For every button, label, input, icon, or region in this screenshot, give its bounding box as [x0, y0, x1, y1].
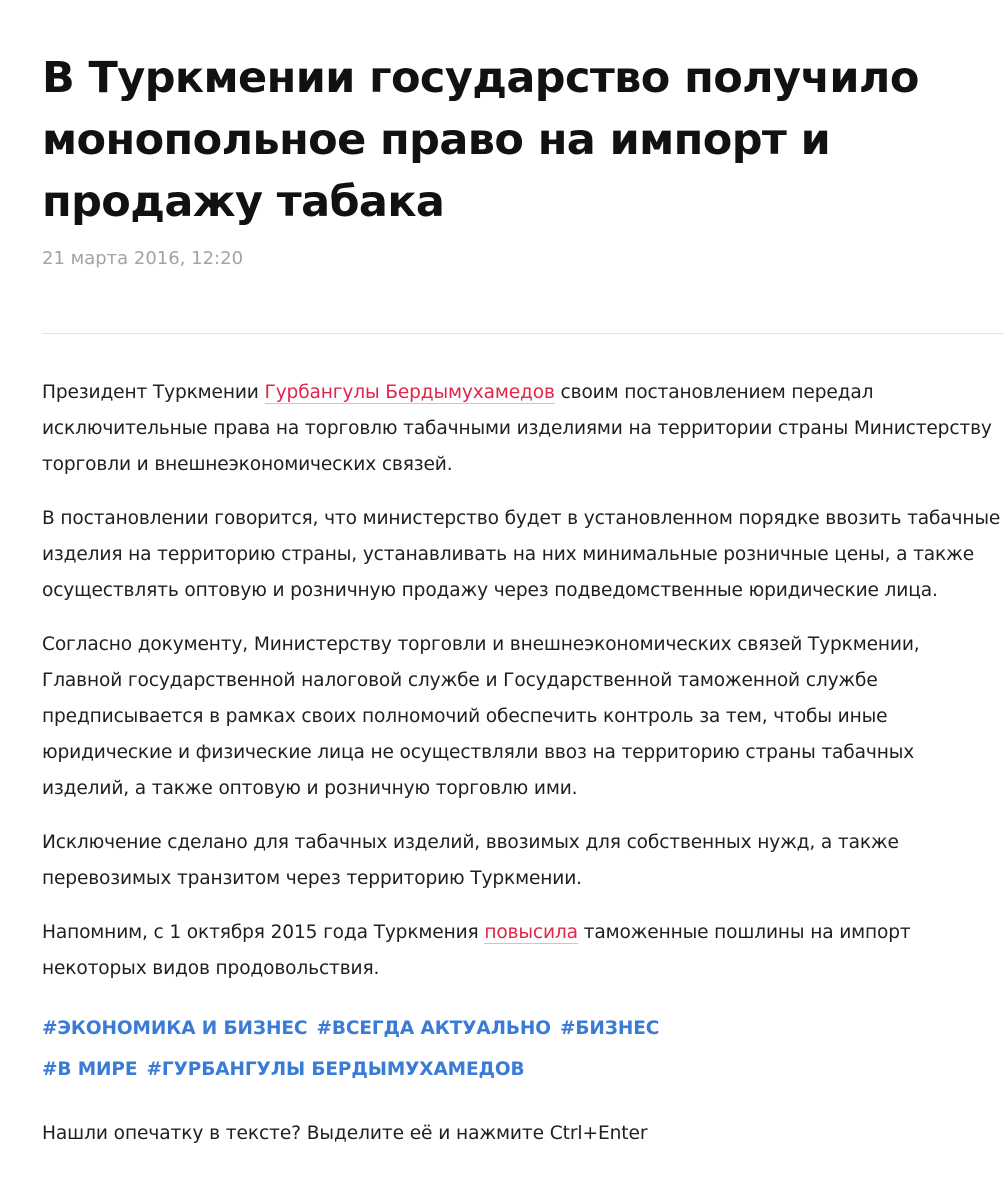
paragraph-5: [42, 915, 1004, 987]
paragraph-3: Согласно документу, Министерству торговли и внешнеэкономических связей Туркмении, Главной государственной налоговой службе и Государственной таможенной службе предписывается в рамках своих полномочий обеспечить контроль за тем, чтобы иные юридические и физические лица не осуществляли ввоз на территорию страны табачных изделий, а также оптовую и розничную торговлю ими.: [42, 634, 920, 799]
divider: [42, 333, 1004, 334]
paragraph-2: В постановлении говорится, что министерство будет в установленном порядке ввозить табачные изделия на территорию страны, устанавливать на них минимальные розничные цены, а также осуществлять оптовую и розничную продажу через подведомственные юридические лица.: [42, 508, 1001, 601]
paragraph-text: своим постановлением передал исключительные права на торговлю табачными изделиями на территории страны Министерству торговли и внешнеэкономических связей.: [42, 382, 992, 475]
tag-business[interactable]: #БИЗНЕС: [560, 1018, 660, 1039]
tag-berdymukhamedov[interactable]: #ГУРБАНГУЛЫ БЕРДЫМУХАМЕДОВ: [146, 1059, 525, 1080]
article: [42, 0, 1004, 1152]
tag-world[interactable]: #В МИРЕ: [42, 1059, 138, 1080]
article-date: 21 марта 2016, 12:20: [42, 248, 244, 269]
article-body: [42, 375, 1004, 987]
paragraph-text: Напомним, с 1 октября 2015 года Туркмения: [42, 922, 485, 943]
article-title: В Туркмении государство получило монопольное право на импорт и продажу табака: [42, 53, 919, 227]
paragraph-text: таможенные пошлины на импорт некоторых видов продовольствия.: [42, 922, 911, 979]
paragraph-text: Президент Туркмении: [42, 382, 265, 403]
paragraph-4: Исключение сделано для табачных изделий, ввозимых для собственных нужд, а также перевозимых транзитом через территорию Туркмении.: [42, 832, 899, 889]
tag-list: [42, 1008, 762, 1090]
related-article-link[interactable]: повысила: [484, 922, 578, 943]
tag-always-relevant[interactable]: #ВСЕГДА АКТУАЛЬНО: [316, 1018, 551, 1039]
tag-economy-business[interactable]: #ЭКОНОМИКА И БИЗНЕС: [42, 1018, 308, 1039]
typo-report-note: Нашли опечатку в тексте? Выделите её и нажмите Ctrl+Enter: [42, 1123, 648, 1144]
paragraph-1: [42, 375, 1004, 483]
person-link-berdymukhamedov[interactable]: Гурбангулы Бердымухамедов: [264, 382, 555, 403]
